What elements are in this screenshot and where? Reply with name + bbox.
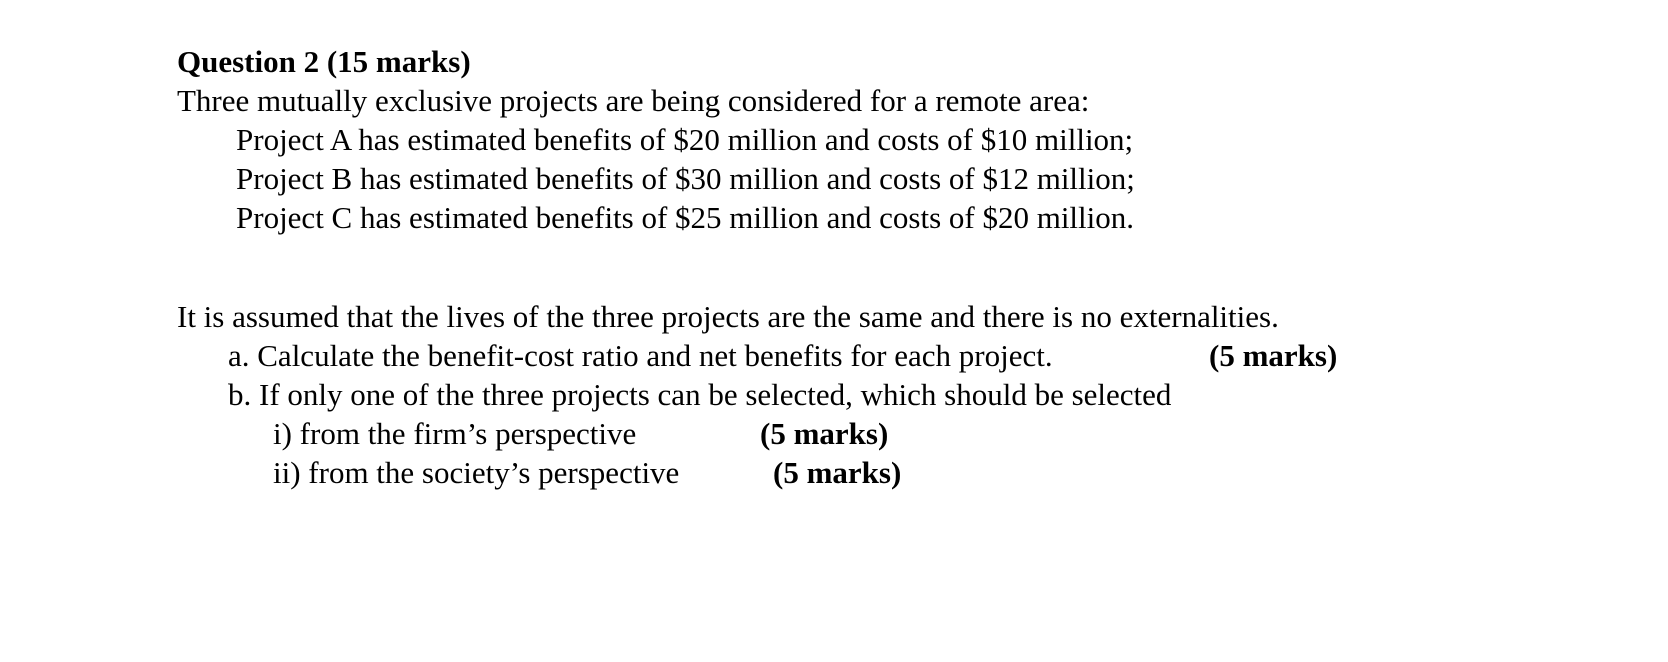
project-a-line: Project A has estimated benefits of $20 million and costs of $10 million; <box>236 122 1134 157</box>
part-b-i-text: i) from the firm’s perspective <box>273 416 637 451</box>
part-b-i-row <box>273 414 913 453</box>
part-b-ii-row <box>273 453 913 492</box>
part-b-text: b. If only one of the three projects can be selected, which should be selected <box>228 377 1172 412</box>
part-a-row <box>228 336 1348 375</box>
part-b-ii-marks: (5 marks) <box>773 455 902 490</box>
project-c-line: Project C has estimated benefits of $25 million and costs of $20 million. <box>236 200 1135 235</box>
part-a-text: a. Calculate the benefit-cost ratio and net benefits for each project. <box>228 338 1053 373</box>
assumption-line: It is assumed that the lives of the three projects are the same and there is no externalities. <box>177 299 1279 334</box>
part-b-i-marks: (5 marks) <box>760 416 889 451</box>
part-b-ii-text: ii) from the society’s perspective <box>273 455 680 490</box>
question-title: Question 2 (15 marks) <box>177 44 471 79</box>
question-intro: Three mutually exclusive projects are being considered for a remote area: <box>177 83 1090 118</box>
project-b-line: Project B has estimated benefits of $30 million and costs of $12 million; <box>236 161 1135 196</box>
part-a-marks: (5 marks) <box>1209 338 1338 373</box>
